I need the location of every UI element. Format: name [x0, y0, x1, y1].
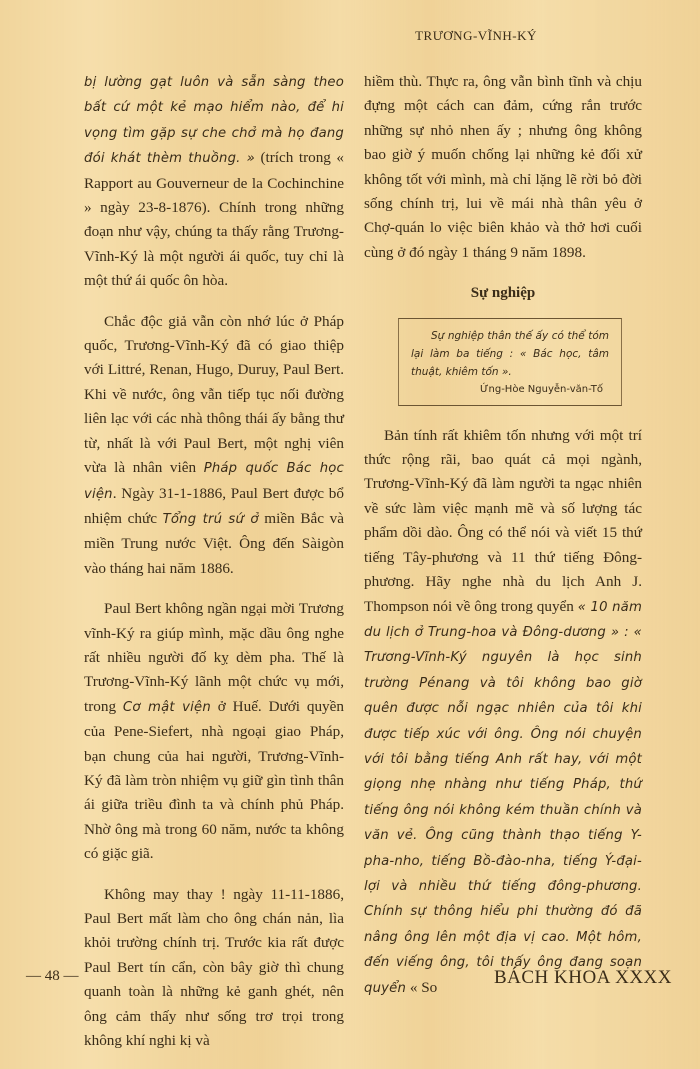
italic-text: Pháp quốc Bác học viện [84, 461, 345, 502]
italic-text: bị lường gạt luôn và sẵn sàng theo bất cứ một kẻ mạo hiểm nào, để hi vọng tìm gặp sự che chở mà họ đang đói khát thèm thuồng. » [84, 75, 344, 167]
italic-text: Tổng trú sứ ở [162, 511, 259, 527]
text-run: . Ngày 31-1-1886, Paul Bert được bổ nhiệm chức [84, 484, 344, 527]
text-run: « So [406, 978, 438, 996]
page-number: — 48 — [26, 968, 79, 984]
left-column [84, 70, 344, 1069]
italic-text: « 10 năm du lịch ở Trung-hoa và Đông-dương » : « Trương-Vĩnh-Ký nguyên là học sinh trường Pénang và tôi không bao giờ quên được nỗi ngạc nhiên của tôi khi được tiếp xúc với ông. Ông nói chuyện với tôi bằng tiếng Anh rất hay, với một giọng nhẹ nhàng như tiếng Pháp, thứ tiếng ông nói không kém thuần chính và văn vẻ. Ông cũng thành thạo tiếng Y-pha-nho, tiếng Bồ-đào-nha, tiếng Ý-đại-lợi và nhiều thứ tiếng đông-phương. Chính sự thông hiểu phi thường đó đã nâng ông lên một địa vị cao. Một hôm, đến viếng ông, tôi thấy ông đang soạn quyển [364, 599, 642, 996]
text-run: Chắc độc giả vẫn còn nhớ lúc ở Pháp quốc, Trương-Vĩnh-Ký đã có giao thiệp với Littré, Renan, Hugo, Duruy, Paul Bert. Khi về nước, ông vẫn tiếp tục nối đường liên lạc với các nhà thông thái ấy bằng thư từ, nhất là với Paul Bert, một nghị viên vừa là nhân viên [84, 312, 344, 477]
text-run: hiềm thù. Thực ra, ông vẫn bình tĩnh và chịu đựng một cách can đảm, cứng rắn trước những sự nhỏ nhen ấy ; nhưng ông không bao giờ ý muốn chống lại những kẻ đối xử không tốt với mình, mà chỉ lặng lẽ rời bỏ đời sống chính trị, lui về mái nhà thân yêu ở Chợ-quán lo việc biên khảo và thở hơi cuối cùng ở đó ngày 1 tháng 9 năm 1898. [364, 73, 642, 261]
paragraph [84, 310, 344, 581]
running-title: TRƯƠNG-VĨNH-KÝ [415, 28, 537, 43]
paragraph [364, 70, 642, 265]
italic-text: Cơ mật viện [122, 699, 211, 715]
text-run: Paul Bert không ngần ngại mời Trương vĩnh-Ký ra giúp mình, mặc dầu ông nghe rất nhiều người đố kỵ dèm pha. Thế là Trương-Vĩnh-Ký lãnh một chức vụ mới, trong [84, 600, 344, 715]
epigraph-author: Ứng-Hòe Nguyễn-văn-Tố [479, 383, 603, 395]
text-run: Bản tính rất khiêm tốn nhưng với một trí thức rộng rãi, bao quát cả mọi ngành, Trương-Vĩnh-Ký đã làm người ta ngạc nhiên về sức làm việc mạnh mẽ và số lượng tác phẩm dồi dào. Ông có thể nói và viết 15 thứ tiếng Tây-phương và 11 thứ tiếng Đông-phương. Hãy nghe nhà du lịch Anh J. Thompson nói về ông trong quyển [364, 426, 642, 615]
paragraph [84, 597, 344, 866]
right-column [364, 70, 642, 1017]
paragraph [364, 424, 642, 1001]
paragraph [84, 70, 344, 294]
text-run: ở Huế. Dưới quyền của Pene-Siefert, nhà ngoại giao Pháp, bạn chung của hai người, Trương-Vĩnh-Ký đã làm tròn nhiệm vụ giữ gìn tình thân ái giữa triều đình ta và chính phủ Pháp. Nhờ ông mà trong 60 năm, nước ta không có giặc giã. [84, 697, 344, 863]
epigraph-text: Sự nghiệp thân thế ấy có thể tóm lại làm ba tiếng : « Bác học, tâm thuật, khiêm tốn ». [411, 329, 609, 378]
epigraph-box [398, 318, 622, 406]
text-run: miền Bắc và miền Trung nước Việt. Ông đến Sàigòn vào tháng hai năm 1886. [84, 509, 344, 577]
journal-issue: BÁCH KHOA XXXX [493, 967, 672, 988]
section-heading: Sự nghiệp [470, 285, 536, 302]
text-run: Không may thay ! ngày 11-11-1886, Paul Bert mất làm cho ông chán nản, lìa khỏi trường chính trị. Trước kia rất được Paul Bert tín cẩn, còn bây giờ thì chung quanh toàn là những kẻ ganh ghét, nên ông cảm thấy như sống trơ trọi trong không khí nghi kị và [84, 885, 344, 1050]
text-run: (trích trong « Rapport au Gouverneur de la Cochinchine » ngày 23-8-1876). Chính trong những đoạn như vậy, chúng ta thấy rằng Trương-Vĩnh-Ký là một người ái quốc, tuy chỉ là một thứ ái quốc ôn hòa. [84, 149, 344, 290]
